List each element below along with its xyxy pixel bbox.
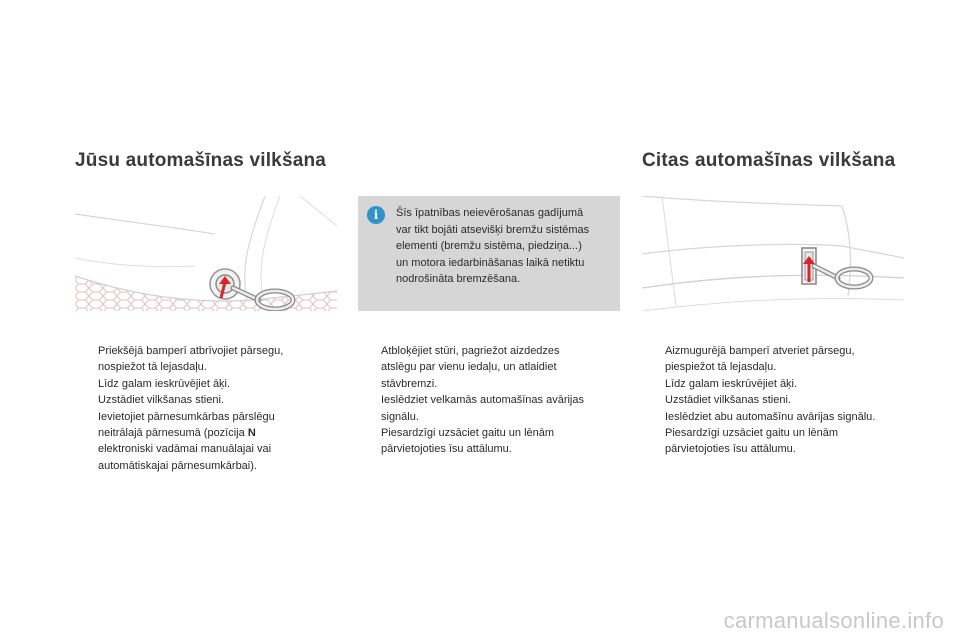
step-line: Līdz galam ieskrūvējiet āķi. bbox=[98, 377, 231, 390]
watermark: carmanualsonline.info bbox=[723, 608, 944, 633]
step-line: pārvietojoties īsu attālumu. bbox=[665, 443, 796, 456]
note-line: un motora iedarbināšanas laikā netiktu bbox=[396, 256, 585, 269]
step-line: Piesardzīgi uzsāciet gaitu un lēnām bbox=[665, 427, 839, 440]
list-item bbox=[75, 376, 337, 392]
step-line: Līdz galam ieskrūvējiet āķi. bbox=[665, 377, 798, 390]
note-line: var tikt bojāti atsevišķi bremžu sistēmas bbox=[396, 223, 590, 236]
info-icon: i bbox=[367, 206, 385, 224]
note-line: elementi (bremžu sistēma, piedziņa...) bbox=[396, 240, 582, 252]
step-line: elektroniski vadāmai manuālajai vai bbox=[98, 443, 272, 456]
step-line: signālu. bbox=[381, 410, 419, 423]
list-item bbox=[642, 409, 922, 425]
step-line: piespiežot tā lejasdaļu. bbox=[665, 361, 777, 374]
step-line: stāvbremzi. bbox=[381, 377, 438, 390]
front-bumper-tow-hook-illustration bbox=[75, 196, 337, 311]
list-item bbox=[642, 376, 922, 392]
step-line: Uzstādiet vilkšanas stieni. bbox=[665, 394, 791, 407]
list-item bbox=[642, 425, 922, 458]
note-line: nodrošināta bremzēšana. bbox=[396, 273, 521, 285]
step-line: automātiskajai pārnesumkārbai). bbox=[98, 459, 257, 472]
step-line bbox=[98, 425, 337, 441]
list-item bbox=[358, 425, 620, 458]
step-line: Ieslēdziet velkamās automašīnas avārijas bbox=[381, 394, 584, 407]
step-line: pārvietojoties īsu attālumu. bbox=[381, 443, 512, 456]
step-line: Aizmugurējā bamperī atveriet pārsegu, bbox=[665, 345, 855, 357]
step-line: Atbloķējiet stūri, pagriežot aizdedzes bbox=[381, 345, 560, 357]
step-line: Priekšējā bamperī atbrīvojiet pārsegu, bbox=[98, 345, 284, 357]
right-section-title: Citas automašīnas vilkšana bbox=[642, 150, 896, 171]
list-item bbox=[75, 392, 337, 408]
list-item bbox=[358, 343, 620, 392]
list-item bbox=[75, 409, 337, 475]
brake-warning-note bbox=[358, 196, 620, 311]
towed-vehicle-steps bbox=[358, 343, 620, 458]
rear-bumper-tow-hook-illustration bbox=[642, 196, 904, 311]
front-towing-steps bbox=[75, 343, 337, 474]
front-bumper-drawing bbox=[75, 196, 337, 311]
list-item bbox=[358, 392, 620, 425]
left-section-title: Jūsu automašīnas vilkšana bbox=[75, 150, 327, 171]
step-line: Uzstādiet vilkšanas stieni. bbox=[98, 394, 224, 407]
rear-bumper-drawing bbox=[642, 196, 904, 311]
list-item bbox=[642, 392, 922, 408]
step-line: atslēgu par vienu iedaļu, un atlaidiet bbox=[381, 361, 557, 374]
gear-position-label: N bbox=[247, 427, 256, 440]
step-line: nospiežot tā lejasdaļu. bbox=[98, 361, 207, 374]
step-line: Ieslēdziet abu automašīnu avārijas signālu. bbox=[665, 410, 876, 423]
note-line: Šīs īpatnības neievērošanas gadījumā bbox=[396, 207, 584, 219]
step-line: Piesardzīgi uzsāciet gaitu un lēnām bbox=[381, 427, 555, 440]
rear-towing-steps bbox=[642, 343, 922, 458]
list-item bbox=[75, 343, 337, 376]
list-item bbox=[642, 343, 922, 376]
step-line-text: neitrālajā pārnesumā (pozīcija bbox=[98, 427, 248, 440]
step-line: Ievietojiet pārnesumkārbas pārslēgu bbox=[98, 410, 275, 423]
